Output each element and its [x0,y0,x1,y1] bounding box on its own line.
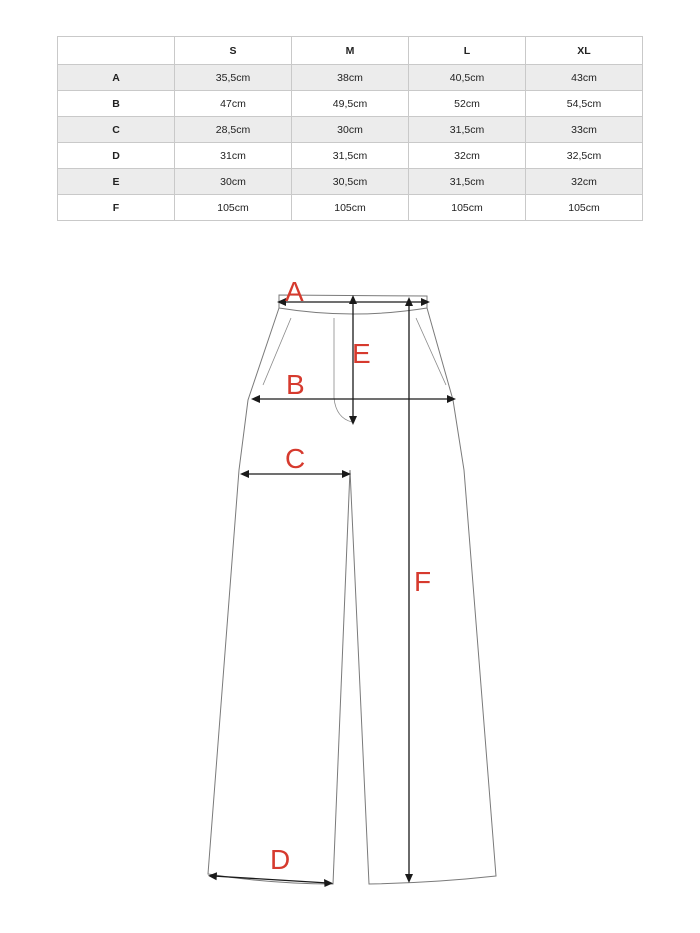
header-cell-l: L [409,37,526,65]
table-cell: 52cm [409,91,526,117]
fly-seam [334,318,352,422]
table-cell: 28,5cm [175,117,292,143]
row-label: B [58,91,175,117]
right-pocket-line [416,318,446,385]
table-cell: 38cm [292,65,409,91]
row-label: C [58,117,175,143]
table-cell: 32cm [526,169,643,195]
table-cell: 32cm [409,143,526,169]
label-b: B [286,369,305,400]
header-cell-m: M [292,37,409,65]
table-cell: 32,5cm [526,143,643,169]
label-d: D [270,844,291,875]
table-cell: 31,5cm [292,143,409,169]
table-cell: 30,5cm [292,169,409,195]
table-cell: 30cm [175,169,292,195]
measure-line-f [405,297,413,883]
table-cell: 47cm [175,91,292,117]
table-cell: 33cm [526,117,643,143]
row-label: A [58,65,175,91]
table-cell: 31,5cm [409,117,526,143]
table-cell: 30cm [292,117,409,143]
row-label: E [58,169,175,195]
label-f: F [414,566,432,597]
table-cell: 35,5cm [175,65,292,91]
header-cell-s: S [175,37,292,65]
table-cell: 31cm [175,143,292,169]
table-cell: 105cm [409,195,526,221]
table-cell: 105cm [526,195,643,221]
row-label: F [58,195,175,221]
table-cell: 105cm [292,195,409,221]
table-cell: 31,5cm [409,169,526,195]
table-cell: 43cm [526,65,643,91]
row-label: D [58,143,175,169]
label-a: A [285,276,304,307]
header-cell-xl: XL [526,37,643,65]
table-cell: 49,5cm [292,91,409,117]
label-e: E [352,338,371,369]
trouser-outline [208,308,496,884]
table-cell: 54,5cm [526,91,643,117]
label-c: C [285,443,306,474]
table-cell: 40,5cm [409,65,526,91]
table-cell: 105cm [175,195,292,221]
